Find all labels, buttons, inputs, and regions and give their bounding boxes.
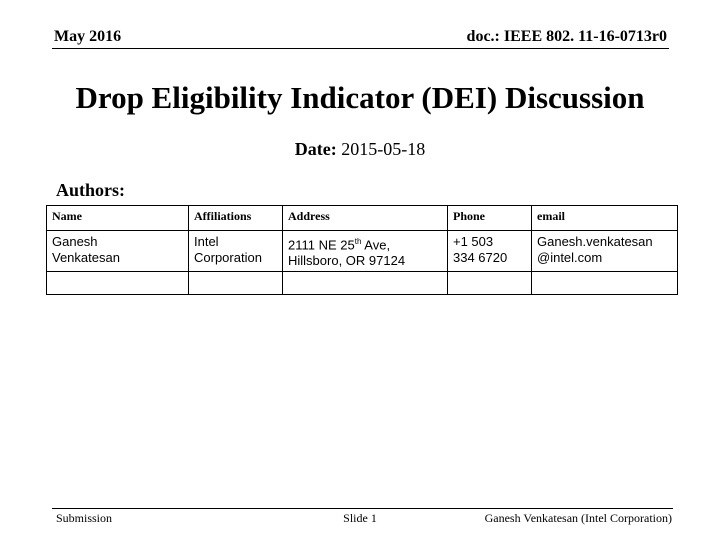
slide-title: Drop Eligibility Indicator (DEI) Discussion — [75, 80, 645, 115]
footer-divider — [52, 508, 673, 509]
column-header-address: Address — [283, 206, 448, 231]
column-header-email: email — [532, 206, 678, 231]
affiliation-line-2: Corporation — [194, 250, 262, 265]
cell-affiliation — [189, 231, 283, 272]
date-line — [0, 139, 720, 160]
footer-slide-number: Slide 1 — [343, 511, 377, 525]
table-row — [47, 231, 678, 272]
header-divider — [52, 48, 669, 49]
column-header-affiliations: Affiliations — [189, 206, 283, 231]
address-ordinal-sup: th — [354, 237, 362, 246]
cell-empty — [47, 272, 189, 295]
address-line-1-post: Ave, — [361, 237, 391, 253]
date-value: 2015-05-18 — [341, 139, 426, 159]
header-doc-id: doc.: IEEE 802. 11-16-0713r0 — [466, 28, 667, 45]
cell-empty — [283, 272, 448, 295]
cell-address — [283, 231, 448, 272]
authors-table — [46, 205, 678, 295]
address-line-2: Hillsboro, OR 97124 — [288, 253, 406, 269]
header-date: May 2016 — [54, 28, 122, 45]
affiliation-line-1: Intel — [194, 234, 219, 249]
cell-empty — [189, 272, 283, 295]
cell-email — [532, 231, 678, 272]
table-row-empty — [47, 272, 678, 295]
cell-empty — [532, 272, 678, 295]
phone-line-2: 334 6720 — [453, 250, 508, 265]
phone-line-1: +1 503 — [453, 234, 494, 249]
table-header-row — [47, 206, 678, 231]
email-line-1: Ganesh.venkatesan — [537, 234, 653, 249]
cell-phone — [448, 231, 532, 272]
footer-submission: Submission — [56, 511, 113, 525]
email-line-2: @intel.com — [537, 250, 603, 265]
authors-label: Authors: — [56, 180, 126, 200]
footer-author: Ganesh Venkatesan (Intel Corporation) — [484, 511, 672, 525]
cell-name — [47, 231, 189, 272]
cell-empty — [448, 272, 532, 295]
column-header-name: Name — [47, 206, 189, 231]
name-line-1: Ganesh — [52, 234, 98, 249]
column-header-phone: Phone — [448, 206, 532, 231]
name-line-2: Venkatesan — [52, 250, 120, 265]
date-label: Date: — [294, 139, 337, 159]
address-line-1-pre: 2111 NE 25 — [288, 237, 355, 253]
slide-header — [52, 28, 669, 50]
